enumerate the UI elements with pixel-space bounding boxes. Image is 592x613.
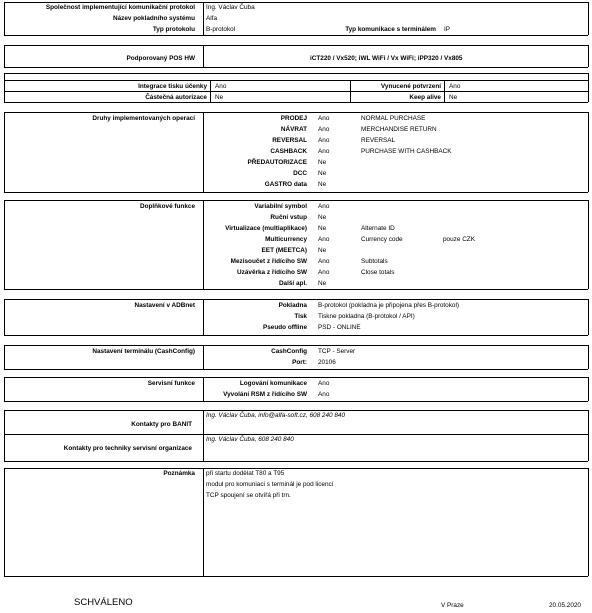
pos-hw-label: Podporovaný POS HW	[126, 55, 195, 62]
service-function-name: Logování komunikace	[239, 380, 307, 387]
operation-value: Ano	[318, 148, 330, 155]
operation-value: Ano	[318, 137, 330, 144]
operation-note: MERCHANDISE RETURN	[361, 126, 437, 133]
terminal-label: Nastavení terminálu (CashConfig)	[92, 348, 195, 355]
operation-value: Ano	[318, 126, 330, 133]
terminal-setting-value: TCP - Server	[318, 348, 356, 355]
operation-value: Ne	[318, 181, 327, 188]
service-label: Servisní funkce	[147, 380, 195, 387]
extra-function-note: Currency code	[361, 236, 403, 243]
operation-name: GASTRO data	[264, 181, 307, 188]
operation-name: PRODEJ	[280, 115, 307, 122]
note-line: TCP spoujení se otvířá při trn.	[206, 492, 291, 499]
extra-function-name: Uzávěrka z řídícího SW	[237, 269, 307, 276]
adbnet-label: Nastavení v ADBnet	[134, 302, 195, 309]
adbnet-setting-name: Tisk	[294, 313, 307, 320]
extra-function-name: Další apl.	[278, 280, 307, 287]
adbnet-setting-value: PSD - ONLINE	[318, 324, 361, 331]
extra-function-name: EET (MEETCA)	[261, 247, 307, 254]
extra-function-value: Ano	[318, 203, 330, 210]
extra-function-value: Ne	[318, 214, 327, 221]
forced-confirm-value: Ano	[449, 83, 461, 90]
approved-label: SCHVÁLENO	[74, 597, 133, 608]
operation-name: PŘEDAUTORIZACE	[247, 159, 307, 166]
operation-name: REVERSAL	[272, 137, 307, 144]
partial-auth-label: Částečná autorizace	[145, 94, 207, 101]
adbnet-setting-name: Pseudo offline	[262, 324, 307, 331]
extra-function-value: Ano	[318, 236, 330, 243]
adbnet-setting-value: Tiskne pokladna (B-protokol / API)	[318, 313, 415, 320]
extra-function-name: Ruční vstup	[270, 214, 307, 221]
company-label: Společnost implementující komunikační protokol	[45, 4, 195, 11]
protocol-label: Typ protokolu	[152, 26, 195, 33]
partial-auth-value: Ne	[215, 94, 224, 101]
extra-function-extra: pouze CZK	[443, 236, 475, 243]
pos-hw-value: iCT220 / Vx520; iWL WiFi / Vx WiFi; iPP320 / Vx805	[310, 55, 463, 62]
company-value: Ing. Václav Čuba	[206, 4, 255, 11]
operation-value: Ne	[318, 159, 327, 166]
service-function-name: Vyvolání RSM z řídícího SW	[223, 391, 307, 398]
extra-function-name: Virtualizace (multiaplikace)	[225, 225, 307, 232]
operation-note: NORMAL PURCHASE	[361, 115, 426, 122]
banit-contact-label: Kontakty pro BANIT	[131, 421, 192, 428]
operation-note: PURCHASE WITH CASHBACK	[361, 148, 452, 155]
extra-function-name: Mezisoučet z řídícího SW	[230, 258, 307, 265]
operation-value: Ano	[318, 115, 330, 122]
extras-label: Doplňkové funkce	[139, 203, 195, 210]
forced-confirm-label: Vynucené potvrzení	[380, 83, 441, 90]
protocol-value: B-protokol	[206, 26, 236, 33]
terminal-setting-value: 20106	[318, 359, 336, 366]
extra-function-note: Alternate ID	[361, 225, 395, 232]
comm-type-label: Typ komunikace s terminálem	[345, 26, 436, 33]
service-function-value: Ano	[318, 391, 330, 398]
comm-type-value: IP	[444, 26, 451, 33]
extra-function-name: Multicurrency	[265, 236, 307, 243]
note-line: modul pro komuniaci s terminál je pod licencí	[206, 481, 334, 488]
banit-contact-value: Ing. Václav Čuba, info@alfa-soft.cz, 608 240 840	[206, 412, 345, 419]
system-value: Alfa	[206, 15, 218, 22]
operation-name: DCC	[293, 170, 307, 177]
note-line: při startu dodělat T80 a T95	[206, 470, 285, 477]
receipt-print-label: Integrace tisku účenky	[138, 83, 207, 90]
adbnet-setting-value: B-protokol (pokladna je připojena přes B-protokol)	[318, 302, 460, 309]
keep-alive-value: Ne	[449, 94, 458, 101]
tech-contact-value: Ing. Václav Čuba, 608 240 840	[206, 436, 294, 443]
operation-note: REVERSAL	[361, 137, 396, 144]
system-label: Název pokladního systému	[112, 15, 195, 22]
extra-function-value: Ano	[318, 269, 330, 276]
terminal-setting-name: Port:	[292, 359, 307, 366]
extra-function-note: Close totals	[361, 269, 395, 276]
service-function-value: Ano	[318, 380, 330, 387]
extra-function-note: Subtotals	[361, 258, 388, 265]
adbnet-setting-name: Pokladna	[278, 302, 307, 309]
extra-function-value: Ano	[318, 258, 330, 265]
keep-alive-label: Keep alive	[409, 94, 441, 101]
extra-function-value: Ne	[318, 225, 327, 232]
extra-function-value: Ne	[318, 247, 327, 254]
receipt-print-value: Ano	[215, 83, 227, 90]
terminal-setting-name: CashConfig	[271, 348, 307, 355]
note-label: Poznámka	[163, 470, 195, 477]
extra-function-name: Variabilní symbol	[254, 203, 307, 210]
operation-value: Ne	[318, 170, 327, 177]
tech-contact-label: Kontakty pro techniky servisní organizace	[63, 445, 192, 452]
operations-label: Druhy implementovaných operací	[92, 115, 195, 122]
operation-name: CASHBACK	[270, 148, 307, 155]
signing-date: 20.05.2020	[549, 602, 581, 609]
signing-place: V Praze	[441, 602, 464, 609]
operation-name: NÁVRAT	[280, 126, 307, 133]
extra-function-value: Ne	[318, 280, 327, 287]
